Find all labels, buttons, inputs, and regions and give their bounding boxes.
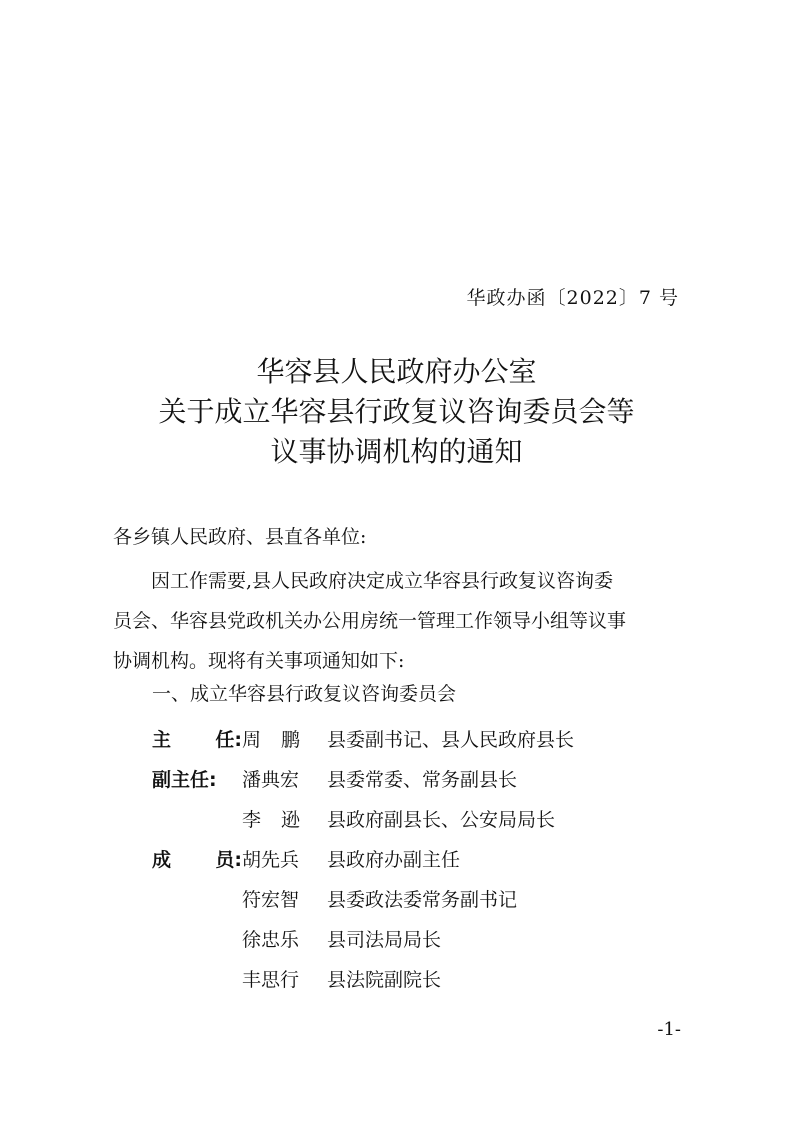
member-post: 县委政法委常务副书记 [327, 888, 518, 911]
body-line-1: 因工作需要,县人民政府决定成立华容县行政复议咨询委 [151, 570, 614, 592]
section-heading: 一、成立华容县行政复议咨询委员会 [152, 683, 457, 705]
member-row-deputy-1 [152, 758, 574, 798]
member-post: 县政府副县长、公安局局长 [327, 808, 556, 831]
member-name: 李 逊 [242, 808, 300, 831]
member-post: 县法院副院长 [327, 968, 442, 991]
document-title [0, 352, 793, 472]
member-post: 县委常委、常务副县长 [327, 768, 518, 791]
member-row-director [152, 718, 574, 758]
document-number: 华政办函〔2022〕7 号 [466, 287, 679, 309]
body-line-2: 员会、华容县党政机关办公用房统一管理工作领导小组等议事 [113, 610, 627, 632]
member-name: 符宏智 [242, 888, 300, 911]
member-name: 胡先兵 [242, 848, 300, 871]
title-line-1: 华容县人民政府办公室 [256, 355, 537, 388]
body-line-3: 协调机构。现将有关事项通知如下: [113, 650, 405, 672]
role-deputy: 副主任: [152, 768, 217, 791]
member-row-member-4 [152, 958, 574, 998]
page-number: -1- [657, 1019, 681, 1040]
member-name: 潘典宏 [242, 768, 300, 791]
member-row-member-2 [152, 878, 574, 918]
member-row-member-1 [152, 838, 574, 878]
body-paragraph [113, 561, 679, 681]
member-row-member-3 [152, 918, 574, 958]
member-post: 县司法局局长 [327, 928, 442, 951]
role-member: 成 员: [152, 848, 242, 871]
role-director: 主 任: [152, 728, 242, 751]
member-post: 县委副书记、县人民政府县长 [327, 728, 575, 751]
member-row-deputy-2 [152, 798, 574, 838]
member-list [152, 718, 574, 998]
member-name: 丰思行 [242, 968, 300, 991]
member-post: 县政府办副主任 [327, 848, 461, 871]
title-line-3: 议事协调机构的通知 [270, 435, 523, 468]
title-line-2: 关于成立华容县行政复议咨询委员会等 [158, 395, 635, 428]
addressee: 各乡镇人民政府、县直各单位: [113, 526, 367, 548]
member-name: 徐忠乐 [242, 928, 300, 951]
member-name: 周 鹏 [242, 728, 300, 751]
